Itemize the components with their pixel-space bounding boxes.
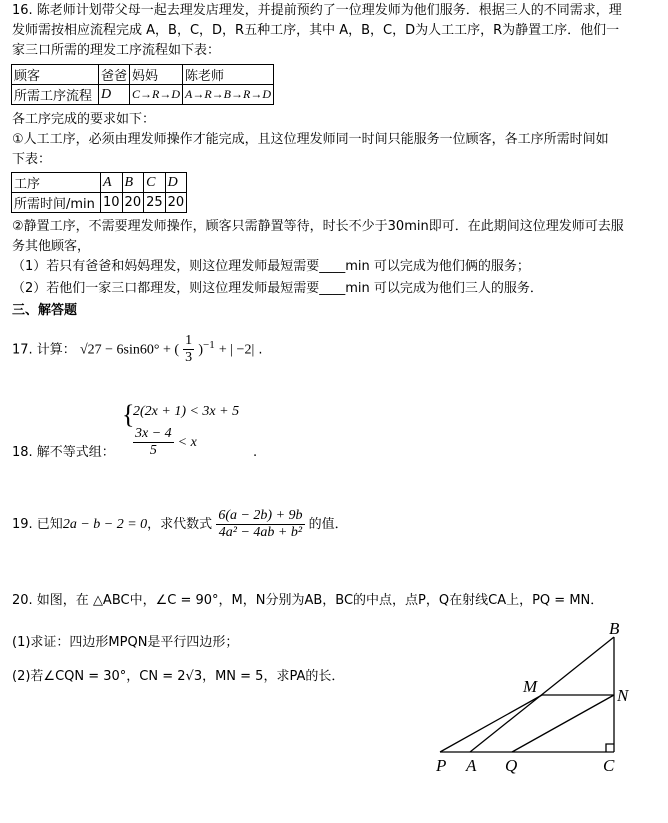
- q18-ineq2-num: 3x − 4: [135, 426, 172, 441]
- q16-line3: 家三口所需的理发工序流程如下表：: [12, 43, 221, 58]
- label-C: C: [603, 756, 615, 775]
- table1-cell: D: [99, 85, 130, 105]
- q16-req2-line2: 务其他顾客，: [12, 239, 91, 254]
- q20-line1: 20. 如图，在 △ABC中，∠C = 90°，M，N分别为AB，BC的中点，点P，Q在射线CA上，PQ = MN．: [12, 593, 604, 608]
- q19-num: 6(a − 2b) + 9b: [218, 508, 303, 523]
- q17-prefix: 17. 计算：: [12, 342, 76, 358]
- table1-row-label: 所需工序流程: [12, 85, 99, 105]
- q17-frac-num: 1: [185, 333, 193, 349]
- q17-end: .: [258, 342, 263, 358]
- table2-header: D: [165, 173, 187, 193]
- q18-brace: {: [122, 400, 135, 429]
- label-B: B: [609, 619, 620, 638]
- table2-cell: 10: [101, 193, 123, 213]
- right-angle-mark: [606, 744, 614, 752]
- label-M: M: [523, 677, 538, 696]
- q18-prefix: 18. 解不等式组：: [12, 445, 115, 460]
- table2-header: C: [144, 173, 166, 193]
- q17-expr-c: + | −2|: [218, 342, 255, 358]
- label-Q: Q: [505, 756, 518, 775]
- q16-req2-line1: ②静置工序，不需要理发师操作，顾客只需静置等待，时长不少于30min即可．在此期间这位理发师可去服: [12, 219, 624, 234]
- q17-expr-a: √27 − 6sin60° + (: [79, 342, 180, 358]
- q16-sub1: （1）若只有爸爸和妈妈理发，则这位理发师最短需要____min 可以完成为他们俩的服务；: [12, 259, 530, 274]
- table1-cell: A→R→B→R→D: [183, 85, 274, 105]
- table2-row-label: 所需时间/min: [12, 193, 101, 213]
- q18-end: .: [253, 445, 258, 460]
- q16-req1-line2: 下表：: [12, 152, 52, 167]
- table2-cell: 20: [165, 193, 187, 213]
- q19-prefix: 19. 已知: [12, 517, 63, 532]
- q19-condition: 2a − b − 2 = 0: [62, 517, 148, 532]
- q17-expr-b: ): [198, 342, 203, 358]
- label-P: P: [436, 756, 447, 775]
- q16-line1: 16. 陈老师计划带父母一起去理发店理发，并提前预约了一位理发师为他们服务．根据三人的不同需求，理: [12, 3, 622, 18]
- q17-exp: −1: [202, 339, 215, 351]
- q20-part1: (1)求证：四边形MPQN是平行四边形；: [12, 635, 239, 650]
- label-N: N: [617, 686, 629, 705]
- table1-cell: C→R→D: [130, 85, 183, 105]
- label-A: A: [466, 756, 477, 775]
- q18-ineq2-rhs: < x: [177, 434, 197, 450]
- q17-frac-den: 3: [185, 350, 193, 366]
- table1-header: 陈老师: [183, 65, 274, 85]
- q19-mid: ，求代数式: [147, 517, 213, 532]
- q16-line2: 发师需按相应流程完成 A，B，C，D，R五种工序，其中 A，B，C，D为人工工序，R为静置工序．他们一: [12, 23, 620, 38]
- q18-ineq1: 2(2x + 1) < 3x + 5: [133, 404, 240, 419]
- table1-header: 顾客: [12, 65, 99, 85]
- q16-sub2: （2）若他们一家三口都理发，则这位理发师最短需要____min 可以完成为他们三人的服务．: [12, 281, 543, 296]
- q16-req-intro: 各工序完成的要求如下：: [12, 112, 156, 127]
- section-title: 三、解答题: [12, 303, 78, 318]
- q16-req1-line1: ①人工工序，必须由理发师操作才能完成，且这位理发师同一时间只能服务一位顾客，各工序所需时间如: [12, 132, 609, 147]
- q19-end: 的值．: [308, 517, 348, 532]
- table1-header: 爸爸: [99, 65, 130, 85]
- table2-header: B: [122, 173, 144, 193]
- q20-part2: (2)若∠CQN = 30°，CN = 2√3，MN = 5，求PA的长．: [12, 669, 345, 684]
- table1-header: 妈妈: [130, 65, 183, 85]
- table2-cell: 20: [122, 193, 144, 213]
- q18-ineq2-den: 5: [149, 443, 157, 458]
- table2-header: 工序: [12, 173, 101, 193]
- q19-den: 4a² − 4ab + b²: [218, 525, 303, 540]
- table2-cell: 25: [144, 193, 166, 213]
- table2-header: A: [101, 173, 123, 193]
